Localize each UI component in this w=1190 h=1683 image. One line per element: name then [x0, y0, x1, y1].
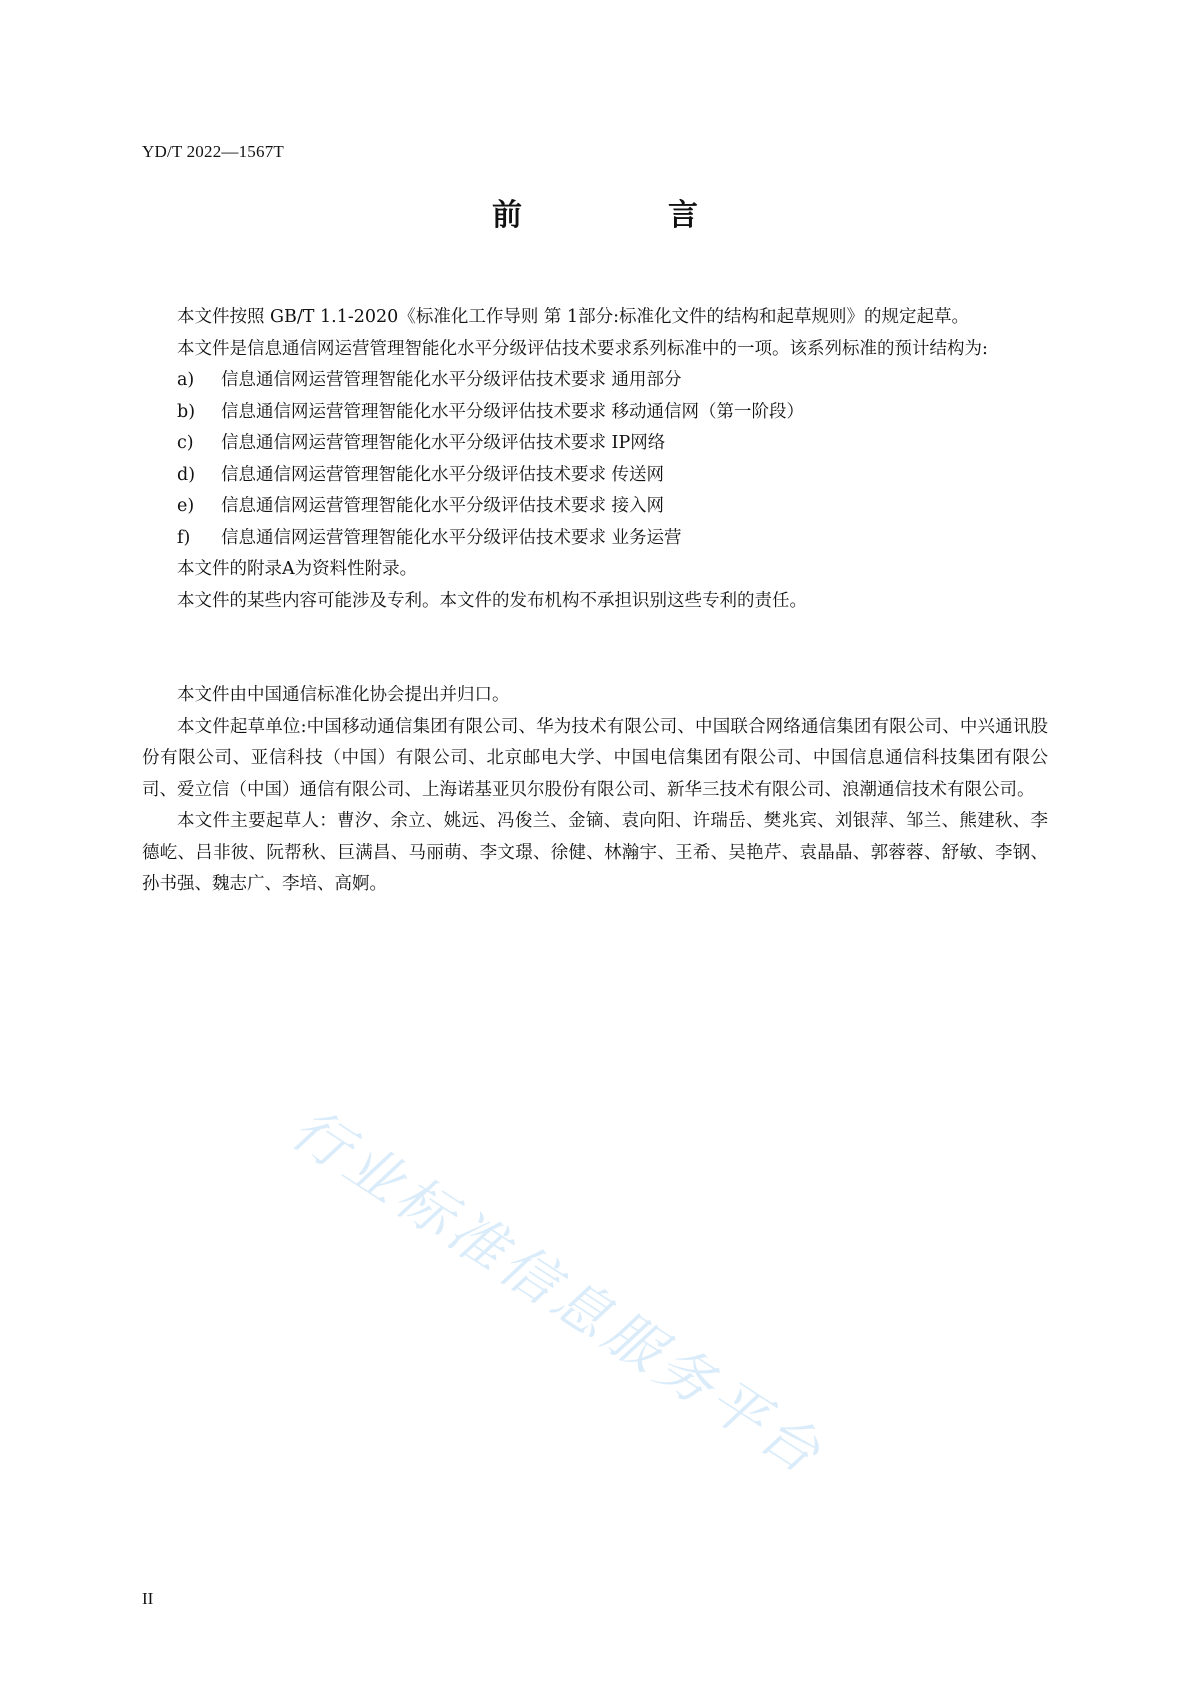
list-text: 信息通信网运营管理智能化水平分级评估技术要求 传送网 — [221, 464, 665, 485]
paragraph-patent-note: 本文件的某些内容可能涉及专利。本文件的发布机构不承担识别这些专利的责任。 — [177, 590, 807, 611]
list-text: 信息通信网运营管理智能化水平分级评估技术要求 IP网络 — [221, 433, 666, 453]
foreword-body — [142, 302, 1048, 901]
list-marker: a) — [177, 370, 195, 390]
list-item — [142, 397, 1048, 429]
list-marker: f) — [177, 527, 191, 548]
paragraph-drafters: 本文件主要起草人：曹汐、余立、姚远、冯俊兰、金镝、袁向阳、许瑞岳、樊兆宾、刘银萍、邹兰、熊建秋、李德屹、吕非彼、阮帮秋、巨满昌、马丽萌、李文璟、徐健、林瀚宇、王希、吴艳芹、袁晶晶、郭蓉蓉、舒敏、李钢、孙书强、魏志广、李培、高婀。 — [142, 811, 1048, 894]
page-title: 前 言 — [492, 198, 756, 233]
list-item — [142, 428, 1048, 460]
page-number: II — [142, 1589, 154, 1608]
paragraph-drafting-rule: 本文件按照 GB/T 1.1-2020《标准化工作导则 第 1部分:标准化文件的结构和起草规则》的规定起草。 — [177, 307, 969, 327]
spacer — [142, 617, 1048, 680]
list-item — [142, 491, 1048, 523]
list-item — [142, 460, 1048, 492]
paragraph-appendix-note: 本文件的附录A为资料性附录。 — [177, 559, 418, 579]
paragraph-drafting-units: 本文件起草单位:中国移动通信集团有限公司、华为技术有限公司、中国联合网络通信集团有限公司、中兴通讯股份有限公司、亚信科技（中国）有限公司、北京邮电大学、中国电信集团有限公司、中国信息通信科技集团有限公司、爱立信（中国）通信有限公司、上海诺基亚贝尔股份有限公司、新华三技术有限公司、浪潮通信技术有限公司。 — [142, 716, 1048, 800]
watermark: 行业标准信息服务平台 — [279, 1096, 836, 1489]
list-marker: e) — [177, 496, 195, 516]
paragraph-series-intro: 本文件是信息通信网运营管理智能化水平分级评估技术要求系列标准中的一项。该系列标准的预计结构为: — [177, 338, 988, 359]
paragraph-proposer: 本文件由中国通信标准化协会提出并归口。 — [177, 685, 510, 705]
list-marker: b) — [177, 401, 196, 422]
list-text: 信息通信网运营管理智能化水平分级评估技术要求 接入网 — [221, 496, 665, 516]
list-marker: c) — [177, 433, 194, 453]
list-text: 信息通信网运营管理智能化水平分级评估技术要求 业务运营 — [221, 527, 682, 548]
document-code: YD/T 2022—1567T — [142, 142, 284, 161]
list-marker: d) — [177, 464, 196, 485]
list-text: 信息通信网运营管理智能化水平分级评估技术要求 移动通信网（第一阶段） — [221, 401, 805, 422]
list-item — [142, 523, 1048, 555]
list-item — [142, 365, 1048, 397]
list-text: 信息通信网运营管理智能化水平分级评估技术要求 通用部分 — [221, 370, 682, 390]
